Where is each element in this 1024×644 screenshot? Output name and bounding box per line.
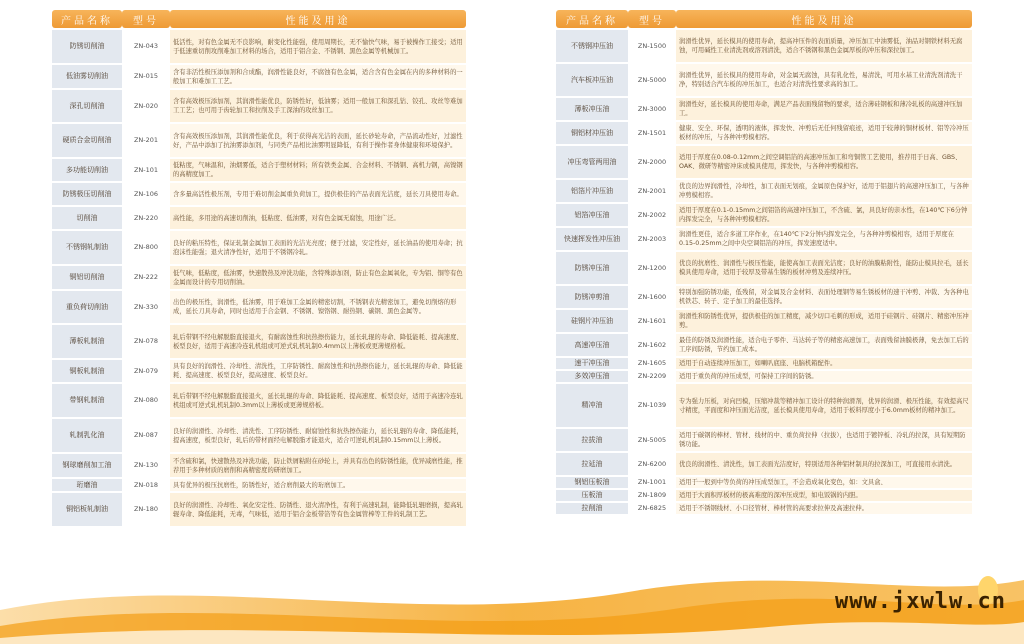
product-model: ZN-220	[122, 207, 170, 229]
product-model: ZN-1039	[628, 384, 676, 427]
product-description: 低气味，低粘度，低油雾，快速散热及冲洗功能，含特殊添加剂，防止有色金属氧化，专为铝、铜等有色金属而设计的专用切削油。	[170, 266, 466, 289]
product-name: 压板油	[556, 490, 628, 501]
product-name: 不锈钢冲压油	[556, 30, 628, 62]
product-row	[556, 286, 972, 308]
product-description: 轧后带钢不经电解脱脂直接退火，延长轧辊的寿命、降低能耗、提高速度、板型良好，适用于高速冷连轧机组或可逆式轧机轧制0.3mm以上薄板或更薄规格板。	[170, 384, 466, 417]
product-description: 低活性，对有色金属无不良影响，耐变化性能强，使用周期长，无不愉快气味，易于被操作工接受；适用于低速重切削攻削难加工材料的场合，适用于铝合金、不锈钢、黑色金属等机械加工。	[170, 30, 466, 63]
product-description: 含多量高活性极压剂，专用于难切削金属重负荷加工，提供极佳的产品表面光洁度，延长刀具使用寿命。	[170, 183, 466, 205]
product-model: ZN-1602	[628, 334, 676, 356]
product-description: 优良的润滑性、清洗性，加工表面光洁度好，特别适用各种铝材制具的拉深加工，可直接用水清洗。	[676, 453, 972, 475]
product-row	[52, 231, 466, 264]
product-model: ZN-2002	[628, 204, 676, 226]
product-description: 专为强力压板，对向凹模，压缩冲裁等精冲加工设计的特种润滑剂，优异的润滑、极压性能，有效提高尺寸精度，平面度和冲压面光洁度，延长模具使用寿命，适用于板料厚度小于6.0mm板材的精冲加工。	[676, 384, 972, 427]
product-row	[556, 334, 972, 356]
product-name: 铜铝切削油	[52, 266, 122, 289]
header-product-name: 产品名称	[52, 10, 122, 28]
product-name: 精冲油	[556, 384, 628, 427]
product-name: 防锈冲压油	[556, 252, 628, 284]
product-name: 快速挥发性冲压油	[556, 228, 628, 250]
product-name: 切削油	[52, 207, 122, 229]
product-model: ZN-6825	[628, 503, 676, 514]
product-name: 拉削油	[556, 503, 628, 514]
product-model: ZN-180	[122, 493, 170, 526]
table-header-row	[556, 10, 972, 28]
product-row	[52, 65, 466, 88]
product-model: ZN-130	[122, 454, 170, 477]
product-description: 含有高效极压添加剂，其润滑性能优良，利于获得高光洁的表面，延长砂轮寿命，产品流动性好，过滤性好，产品中添加了抗油雾添加剂，与同类产品相比油雾明显降低，有利于操作者身体健康和环境保护。	[170, 124, 466, 157]
product-name: 铜铝板轧制油	[52, 493, 122, 526]
product-model: ZN-201	[122, 124, 170, 157]
product-row	[556, 204, 972, 226]
product-row	[52, 266, 466, 289]
product-description: 特别加强防锈功能，低残留，对金属及合金材料、表面处理钢等易生锈板材的速干冲剪、冲裁、为各种电机铁芯、转子、定子加工的最佳选择。	[676, 286, 972, 308]
product-model: ZN-1809	[628, 490, 676, 501]
product-row	[52, 159, 466, 181]
product-model: ZN-1200	[628, 252, 676, 284]
product-model: ZN-080	[122, 384, 170, 417]
product-table-right	[556, 8, 972, 516]
product-description: 优良的边界润滑性，冷却性，加工表面无划痕，金属原色保护好，适用于铝翅片的高速冲压加工，与各种冲剪模相容。	[676, 180, 972, 202]
product-row	[556, 384, 972, 427]
product-name: 薄板轧制油	[52, 325, 122, 358]
product-description: 含有高效极压添加剂，其润滑性能优良，防锈性好，低油雾；适用一般加工和深孔钻、铰孔、攻丝等难加工工艺；也可用于齿轮加工和拉削及手工深油的攻丝加工。	[170, 90, 466, 122]
product-description: 适用于大面积厚板材的极高难度的深冲压成型，如电饭锅的内胆。	[676, 490, 972, 501]
product-list-right	[556, 30, 972, 514]
product-description: 润滑性好，延长模具的使用寿命，满足产品表面残留物的要求，适合薄硅钢板和薄冷轧板的高速冲压加工。	[676, 98, 972, 120]
product-row	[556, 453, 972, 475]
product-model: ZN-6200	[628, 453, 676, 475]
product-description: 润滑性和防锈性优异，提供极佳的加工精度，减少切口毛刺的形成，适用于硅钢片、硅钢片、精密冲压冲剪。	[676, 310, 972, 332]
product-model: ZN-5005	[628, 429, 676, 451]
product-model: ZN-101	[122, 159, 170, 181]
product-row	[52, 207, 466, 229]
product-description: 最佳的防锈及润滑性能，适合电子零件、马达转子等的精密高速加工，表面残留油膜极薄，免去加工后的工序间防锈，节约加工成本。	[676, 334, 972, 356]
product-model: ZN-1600	[628, 286, 676, 308]
product-name: 硬质合金切削油	[52, 124, 122, 157]
header-model: 型号	[122, 10, 170, 28]
product-description: 含有非活性极压添加剂和合成酯，润滑性能良好，不腐蚀有色金属，适合含有色金属在内的多种材料的一般加工和难加工工艺。	[170, 65, 466, 88]
product-description: 良好的润滑性、冷却性、氧化安定性、防锈性、退火清净性，有利于高速轧制，能降低轧辊磨损，提高轧辊寿命、降低能耗，无毒，气味低，适用于铝合金板带箔等有色金属管棒等工件的轧制工艺。	[170, 493, 466, 526]
product-model: ZN-078	[122, 325, 170, 358]
product-description: 润滑性更佳，适合多道工序作业，在140℃下2分钟内挥发完全，与各种冲剪模相容，适用于厚度在0.15-0.25mm之间中央空调铝箔的冲压，挥发速度适中。	[676, 228, 972, 250]
product-model: ZN-018	[122, 479, 170, 491]
product-description: 适用于厚度在0.1-0.15mm之间铝箔的高速冲压加工，不含硫、氯，具良好的亲水性，在140℃下6分钟内挥发完全，与各种冲剪模相容。	[676, 204, 972, 226]
product-model: ZN-2000	[628, 146, 676, 178]
product-name: 冲压弯管两用油	[556, 146, 628, 178]
product-model: ZN-2003	[628, 228, 676, 250]
product-model: ZN-222	[122, 266, 170, 289]
product-model: ZN-2001	[628, 180, 676, 202]
product-row	[52, 454, 466, 477]
product-name: 拉延油	[556, 453, 628, 475]
product-name: 速干冲压油	[556, 358, 628, 369]
product-name: 珩磨油	[52, 479, 122, 491]
product-description: 不含硫和氯，快速散热及冲洗功能，防止铁屑粘附在砂轮上，并具有出色的防锈性能，优异减磨性能，推荐用于多种材质的磨削和高精密度的研磨加工。	[170, 454, 466, 477]
product-model: ZN-015	[122, 65, 170, 88]
product-model: ZN-330	[122, 291, 170, 323]
product-model: ZN-2209	[628, 371, 676, 382]
product-name: 防锈冲剪油	[556, 286, 628, 308]
product-description: 良好的润滑性、冷却性、清洗性、工序防锈性、耐腐蚀性和抗热擦伤能力，延长轧辊的寿命、降低能耗，提高速度，板型良好，轧后的带材面经电解脱脂才能退火，适合可逆轧机轧制0.15mm以上薄板。	[170, 419, 466, 452]
product-model: ZN-1500	[628, 30, 676, 62]
product-row	[556, 252, 972, 284]
product-name: 钢铝压板油	[556, 477, 628, 488]
product-row	[556, 30, 972, 62]
product-description: 低粘度，气味温和，油烟雾低，适合于塑材材料；所有铁类金属、合金材料、不锈钢、高机力钢，高镍钢的高精度加工。	[170, 159, 466, 181]
product-description: 良好的粘压特性，保证轧制金属加工表面的光洁光亮度；便于过滤，安定性好，延长油品的使用寿命；抗泡沫性能强；退火清净性好，适用于不锈钢冷轧。	[170, 231, 466, 264]
product-model: ZN-020	[122, 90, 170, 122]
product-row	[556, 64, 972, 96]
product-name: 深孔切削油	[52, 90, 122, 122]
product-row	[556, 310, 972, 332]
product-row	[52, 90, 466, 122]
product-row	[52, 384, 466, 417]
product-name: 钢球磨削加工油	[52, 454, 122, 477]
product-name: 铝箔冲压油	[556, 204, 628, 226]
product-row	[556, 180, 972, 202]
product-row	[556, 122, 972, 144]
product-name: 不锈钢轧制油	[52, 231, 122, 264]
product-row	[52, 479, 466, 491]
product-name: 汽车板冲压油	[556, 64, 628, 96]
product-name: 硅钢片冲压油	[556, 310, 628, 332]
product-description: 具有优异的极压抗磨性，防锈性好，适合磨削最大的珩磨加工。	[170, 479, 466, 491]
product-model: ZN-043	[122, 30, 170, 63]
product-description: 适用于厚度在0.08-0.12mm之间空调铝箔的高速冲压加工和弯铜管工艺使用，推荐用于日高、GBS、OAK、微研等精密冲床或模具使用，挥发快，与各种冲剪模相容。	[676, 146, 972, 178]
product-list-left	[52, 30, 466, 526]
product-row	[556, 371, 972, 382]
product-name: 轧制乳化油	[52, 419, 122, 452]
header-performance-use: 性能及用途	[170, 10, 466, 28]
product-name: 铜铝材冲压油	[556, 122, 628, 144]
product-model: ZN-1601	[628, 310, 676, 332]
product-model: ZN-5000	[628, 64, 676, 96]
product-row	[556, 228, 972, 250]
product-row	[556, 490, 972, 501]
product-row	[556, 98, 972, 120]
product-description: 适用于重负荷的冲压成型，可保持工序间的防锈。	[676, 371, 972, 382]
product-description: 具有良好的润滑性、冷却性、清洗性，工序防锈性、耐腐蚀性和抗热擦伤能力，延长轧辊的寿命、降低能耗、提高速度、板型良好，提高速度、板型良好。	[170, 360, 466, 382]
product-name: 铜板轧制油	[52, 360, 122, 382]
product-row	[52, 360, 466, 382]
product-row	[556, 146, 972, 178]
product-name: 带钢轧制油	[52, 384, 122, 417]
header-performance-use: 性能及用途	[676, 10, 972, 28]
product-description: 适用于碳钢的棒材、管材、线材的中、重负荷拉伸（拉拔），也适用于镀锌板、冷轧的拉深，具有短期防锈功能。	[676, 429, 972, 451]
product-row	[52, 30, 466, 63]
right-product-table-panel	[556, 8, 972, 516]
header-model: 型号	[628, 10, 676, 28]
product-table-left	[52, 8, 466, 528]
product-model: ZN-1001	[628, 477, 676, 488]
product-row	[52, 419, 466, 452]
product-model: ZN-3000	[628, 98, 676, 120]
product-row	[556, 358, 972, 369]
product-description: 适用于一般到中等负荷的冲压成型加工，不会造成氧化变色，如：文具盒、	[676, 477, 972, 488]
product-model: ZN-1605	[628, 358, 676, 369]
product-row	[556, 429, 972, 451]
product-row	[52, 325, 466, 358]
product-model: ZN-800	[122, 231, 170, 264]
product-description: 润滑性优异，延长模具的使用寿命，提高冲压件的表面质量，冲压加工中油雾低，油品对钢铁材料无腐蚀，可用碱性工业清洗剂或溶剂清洗，适合不锈钢和黑色金属厚板的冲压和深拉加工。	[676, 30, 972, 62]
product-row	[52, 291, 466, 323]
left-product-table-panel	[52, 8, 466, 528]
product-description: 润滑性优异，延长模具的使用寿命，对金属无腐蚀，具有乳化性，易清洗，可用水基工业清洗剂清洗干净，特别适合汽车板的冲压加工，也适合对清洗性要求高的加工。	[676, 64, 972, 96]
product-name: 拉拔油	[556, 429, 628, 451]
product-name: 防锈极压切削油	[52, 183, 122, 205]
product-description: 适用于自动连续冲压加工，如喇叭底座、电脑机箱配件。	[676, 358, 972, 369]
product-model: ZN-087	[122, 419, 170, 452]
product-description: 出色的极压性，润滑性，低油雾，用于难加工金属的精密切割，不锈钢表光精密加工，避免切削熔的形成，延长刀具寿命，同时也适用于合金钢、不锈钢、镍铬钢、耐热钢、碳钢、黑色金属等。	[170, 291, 466, 323]
product-description: 优良的抗磨性、润滑性与极压性能，能使高加工表面光洁度；良好的油膜粘附性，能防止模具拉毛，延长模具使用寿命，适用于较厚及带基生锈的板材冲剪及连续冲压。	[676, 252, 972, 284]
product-row	[52, 493, 466, 526]
product-row	[556, 477, 972, 488]
product-description: 健康、安全、环保，透明的液体，挥发快、冲剪后无任何残留痕迹，适用于较薄的铜材板材、铝等冷冲压板材的冲压，与各种冲剪模相容。	[676, 122, 972, 144]
product-description: 适用于不锈钢线材、小口径管材、棒材管的高要求拉伸及高速拉伸。	[676, 503, 972, 514]
product-name: 薄板冲压油	[556, 98, 628, 120]
product-name: 多功能切削油	[52, 159, 122, 181]
header-product-name: 产品名称	[556, 10, 628, 28]
product-row	[556, 503, 972, 514]
product-name: 高速冲压油	[556, 334, 628, 356]
product-description: 高性能，多用途的高速切削油，低粘度、低油雾，对有色金属无腐蚀，用途广泛。	[170, 207, 466, 229]
product-name: 防锈切削油	[52, 30, 122, 63]
product-model: ZN-1501	[628, 122, 676, 144]
site-logo-text: www.jxwlw.cn	[835, 589, 1006, 614]
product-description: 轧后带钢不经电解脱脂直接退火，有耐腐蚀性和抗热擦伤能力，延长轧辊的寿命、降低能耗、提高速度、板型良好，适用于高速冷连轧机组或可逆式轧机轧制0.4mm以上薄板或更薄规格板。	[170, 325, 466, 358]
product-name: 重负荷切削油	[52, 291, 122, 323]
product-row	[52, 124, 466, 157]
product-row	[52, 183, 466, 205]
product-model: ZN-106	[122, 183, 170, 205]
product-name: 铝箔片冲压油	[556, 180, 628, 202]
table-header-row	[52, 10, 466, 28]
product-name: 多效冲压油	[556, 371, 628, 382]
product-model: ZN-079	[122, 360, 170, 382]
product-name: 低油雾切削油	[52, 65, 122, 88]
